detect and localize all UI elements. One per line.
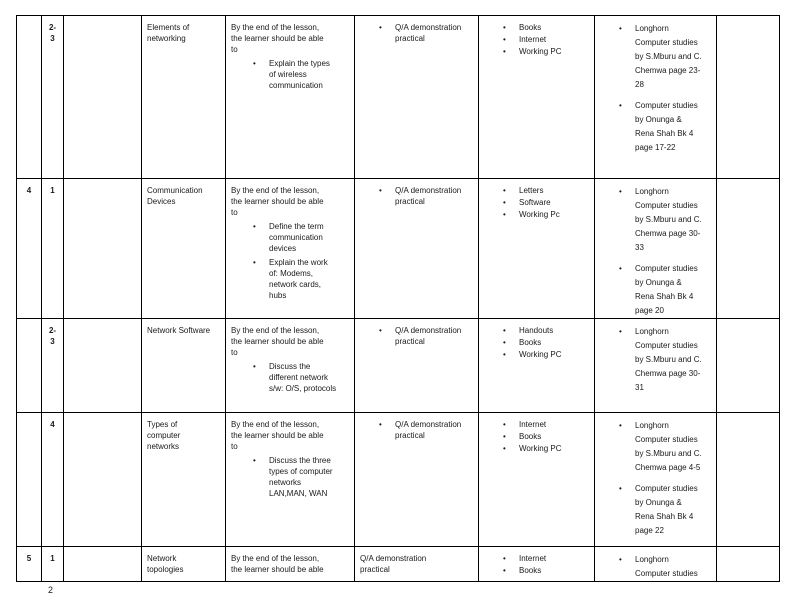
objective-item: [253, 221, 349, 254]
resource-item-text: Internet: [519, 35, 547, 44]
activities-cell: [355, 547, 479, 582]
bullet-icon: •: [503, 210, 506, 219]
bullet-icon: •: [503, 23, 506, 32]
resource-item: [503, 185, 589, 196]
objectives-intro: By the end of the lesson, the learner should be able to: [231, 186, 324, 217]
spare-cell: [64, 413, 142, 547]
activity-item: [379, 325, 473, 347]
bullet-icon: •: [503, 35, 506, 44]
topic-cell: [142, 179, 226, 319]
bullet-icon: •: [619, 555, 622, 564]
bullet-icon: •: [619, 187, 622, 196]
activities-cell: [355, 179, 479, 319]
objectives-intro: By the end of the lesson, the learner should be able to: [231, 420, 324, 451]
spare-cell: [64, 16, 142, 179]
resource-item: [503, 209, 589, 220]
bullet-icon: •: [503, 326, 506, 335]
reference-item-text: Computer studies by Onunga & Rena Shah Bk 4 page 20: [635, 264, 698, 315]
table-row: [17, 547, 780, 582]
week-cell: [17, 16, 42, 179]
topic-cell: [142, 547, 226, 582]
references-cell: [595, 413, 717, 547]
reference-item: [619, 482, 711, 538]
bullet-icon: •: [503, 566, 506, 575]
resource-item: [503, 46, 589, 57]
week-cell: [17, 319, 42, 413]
resource-item-text: Working PC: [519, 47, 562, 56]
bullet-icon: •: [503, 554, 506, 563]
reference-item-text: Longhorn Computer studies by S.Mburu and C. Chemwa page 23-28: [635, 24, 702, 89]
reference-item: [619, 262, 711, 318]
bullet-icon: •: [503, 47, 506, 56]
activities-cell: [355, 16, 479, 179]
resources-cell: [479, 179, 595, 319]
bullet-icon: •: [253, 59, 256, 68]
resource-item-text: Software: [519, 198, 551, 207]
bullet-icon: •: [379, 23, 382, 32]
objective-item-text: Explain the work of: Modems, network cards, hubs: [269, 258, 328, 300]
bullet-icon: •: [503, 420, 506, 429]
resources-cell: [479, 547, 595, 582]
bullet-icon: •: [503, 338, 506, 347]
reference-item: [619, 22, 711, 92]
resource-item-text: Internet: [519, 420, 547, 429]
resource-item: [503, 349, 589, 360]
objective-item: [253, 58, 349, 91]
references-cell: [595, 16, 717, 179]
bullet-icon: •: [379, 326, 382, 335]
resource-item-text: Books: [519, 338, 542, 347]
bullet-icon: •: [619, 101, 622, 110]
remarks-cell: [717, 179, 780, 319]
remarks-cell: [717, 16, 780, 179]
objective-item-text: Explain the types of wireless communication: [269, 59, 330, 90]
lesson-cell: 2-3: [42, 16, 64, 179]
bullet-icon: •: [619, 24, 622, 33]
resource-item-text: Letters: [519, 186, 544, 195]
resource-item-text: Working Pc: [519, 210, 560, 219]
resource-item: [503, 34, 589, 45]
activities-cell: [355, 319, 479, 413]
objectives-intro: By the end of the lesson, the learner should be able to: [231, 326, 324, 357]
topic-cell: [142, 16, 226, 179]
reference-item: [619, 325, 711, 395]
table-body: [17, 16, 780, 582]
reference-item: [619, 553, 711, 581]
remarks-cell: [717, 413, 780, 547]
topic-text: Elements of networking: [147, 23, 190, 43]
activity-item-text: Q/A demonstration practical: [395, 420, 462, 440]
bullet-icon: •: [503, 350, 506, 359]
resource-item: [503, 443, 589, 454]
topic-text: Network topologies: [147, 554, 184, 574]
activity-item: [379, 185, 473, 207]
resource-item: [503, 325, 589, 336]
reference-item: [619, 419, 711, 475]
spare-cell: [64, 179, 142, 319]
references-cell: [595, 547, 717, 582]
resource-item-text: Handouts: [519, 326, 554, 335]
resource-item-text: Working PC: [519, 444, 562, 453]
bullet-icon: •: [503, 432, 506, 441]
remarks-cell: [717, 319, 780, 413]
reference-item-text: Longhorn Computer studies by S.Mburu and C. Chemwa page 30-33: [635, 187, 702, 252]
resource-item: [503, 197, 589, 208]
bullet-icon: •: [619, 484, 622, 493]
resource-item: [503, 22, 589, 33]
reference-item-text: Longhorn Computer studies by S.Mburu and C. Chemwa page 4-5: [635, 421, 702, 472]
objectives-cell: [226, 547, 355, 582]
week-cell: [17, 413, 42, 547]
bullet-icon: •: [619, 264, 622, 273]
activity-item-text: Q/A demonstration practical: [395, 186, 462, 206]
scheme-of-work-table: [16, 15, 780, 582]
objective-item-text: Define the term communication devices: [269, 222, 324, 253]
resource-item-text: Books: [519, 566, 542, 575]
lesson-cell: 4: [42, 413, 64, 547]
activities-cell: [355, 413, 479, 547]
topic-cell: [142, 319, 226, 413]
reference-item-text: Computer studies by Onunga & Rena Shah Bk 4 page 17-22: [635, 101, 698, 152]
resources-cell: [479, 16, 595, 179]
table-row: [17, 16, 780, 179]
lesson-cell: 1: [42, 547, 64, 582]
bullet-icon: •: [503, 198, 506, 207]
resources-cell: [479, 413, 595, 547]
spare-cell: [64, 319, 142, 413]
resource-item-text: Books: [519, 432, 542, 441]
week-cell: 5: [17, 547, 42, 582]
resource-item: [503, 419, 589, 430]
bullet-icon: •: [619, 327, 622, 336]
bullet-icon: •: [379, 186, 382, 195]
references-cell: [595, 319, 717, 413]
bullet-icon: •: [253, 258, 256, 267]
objective-item: [253, 361, 349, 394]
spare-cell: [64, 547, 142, 582]
objectives-intro: By the end of the lesson, the learner should be able to: [231, 23, 324, 54]
week-cell: 4: [17, 179, 42, 319]
lesson-cell: 2-3: [42, 319, 64, 413]
resource-item: [503, 565, 589, 576]
reference-item-text: Computer studies by Onunga & Rena Shah Bk 4 page 22: [635, 484, 698, 535]
resource-item: [503, 553, 589, 564]
table-row: [17, 413, 780, 547]
objectives-cell: [226, 179, 355, 319]
objective-item-text: Discuss the three types of computer networks LAN,MAN, WAN: [269, 456, 333, 498]
resource-item: [503, 337, 589, 348]
bullet-icon: •: [253, 456, 256, 465]
resource-item-text: Internet: [519, 554, 547, 563]
objective-item: [253, 455, 349, 499]
activity-item-text: Q/A demonstration practical: [395, 326, 462, 346]
activity-item: [379, 419, 473, 441]
reference-item-text: Longhorn Computer studies by S.Mburu and C. Chemwa page 30-31: [635, 327, 702, 392]
bullet-icon: •: [619, 421, 622, 430]
bullet-icon: •: [253, 222, 256, 231]
remarks-cell: [717, 547, 780, 582]
activity-item-text: Q/A demonstration practical: [395, 23, 462, 43]
topic-text: Network Software: [147, 326, 211, 335]
topic-text: Communication Devices: [147, 186, 203, 206]
resource-item-text: Working PC: [519, 350, 562, 359]
resource-item-text: Books: [519, 23, 542, 32]
reference-item: [619, 99, 711, 155]
objectives-cell: [226, 319, 355, 413]
objective-item-text: Discuss the different network s/w: O/S, protocols: [269, 362, 337, 393]
resource-item: [503, 431, 589, 442]
objectives-cell: [226, 413, 355, 547]
table-row: [17, 319, 780, 413]
topic-text: Types of computer networks: [147, 420, 181, 451]
lesson-cell: 1: [42, 179, 64, 319]
references-cell: [595, 179, 717, 319]
bullet-icon: •: [503, 444, 506, 453]
objectives-intro: By the end of the lesson, the learner should be able: [231, 554, 324, 574]
page-number: 2: [48, 585, 54, 595]
activity-item: [379, 22, 473, 44]
reference-item-text: Longhorn Computer studies: [635, 555, 698, 578]
bullet-icon: •: [503, 186, 506, 195]
objectives-cell: [226, 16, 355, 179]
table-row: [17, 179, 780, 319]
objective-item: [253, 257, 349, 301]
bullet-icon: •: [379, 420, 382, 429]
resources-cell: [479, 319, 595, 413]
bullet-icon: •: [253, 362, 256, 371]
reference-item: [619, 185, 711, 255]
topic-cell: [142, 413, 226, 547]
activity-text: Q/A demonstration practical: [360, 554, 427, 574]
